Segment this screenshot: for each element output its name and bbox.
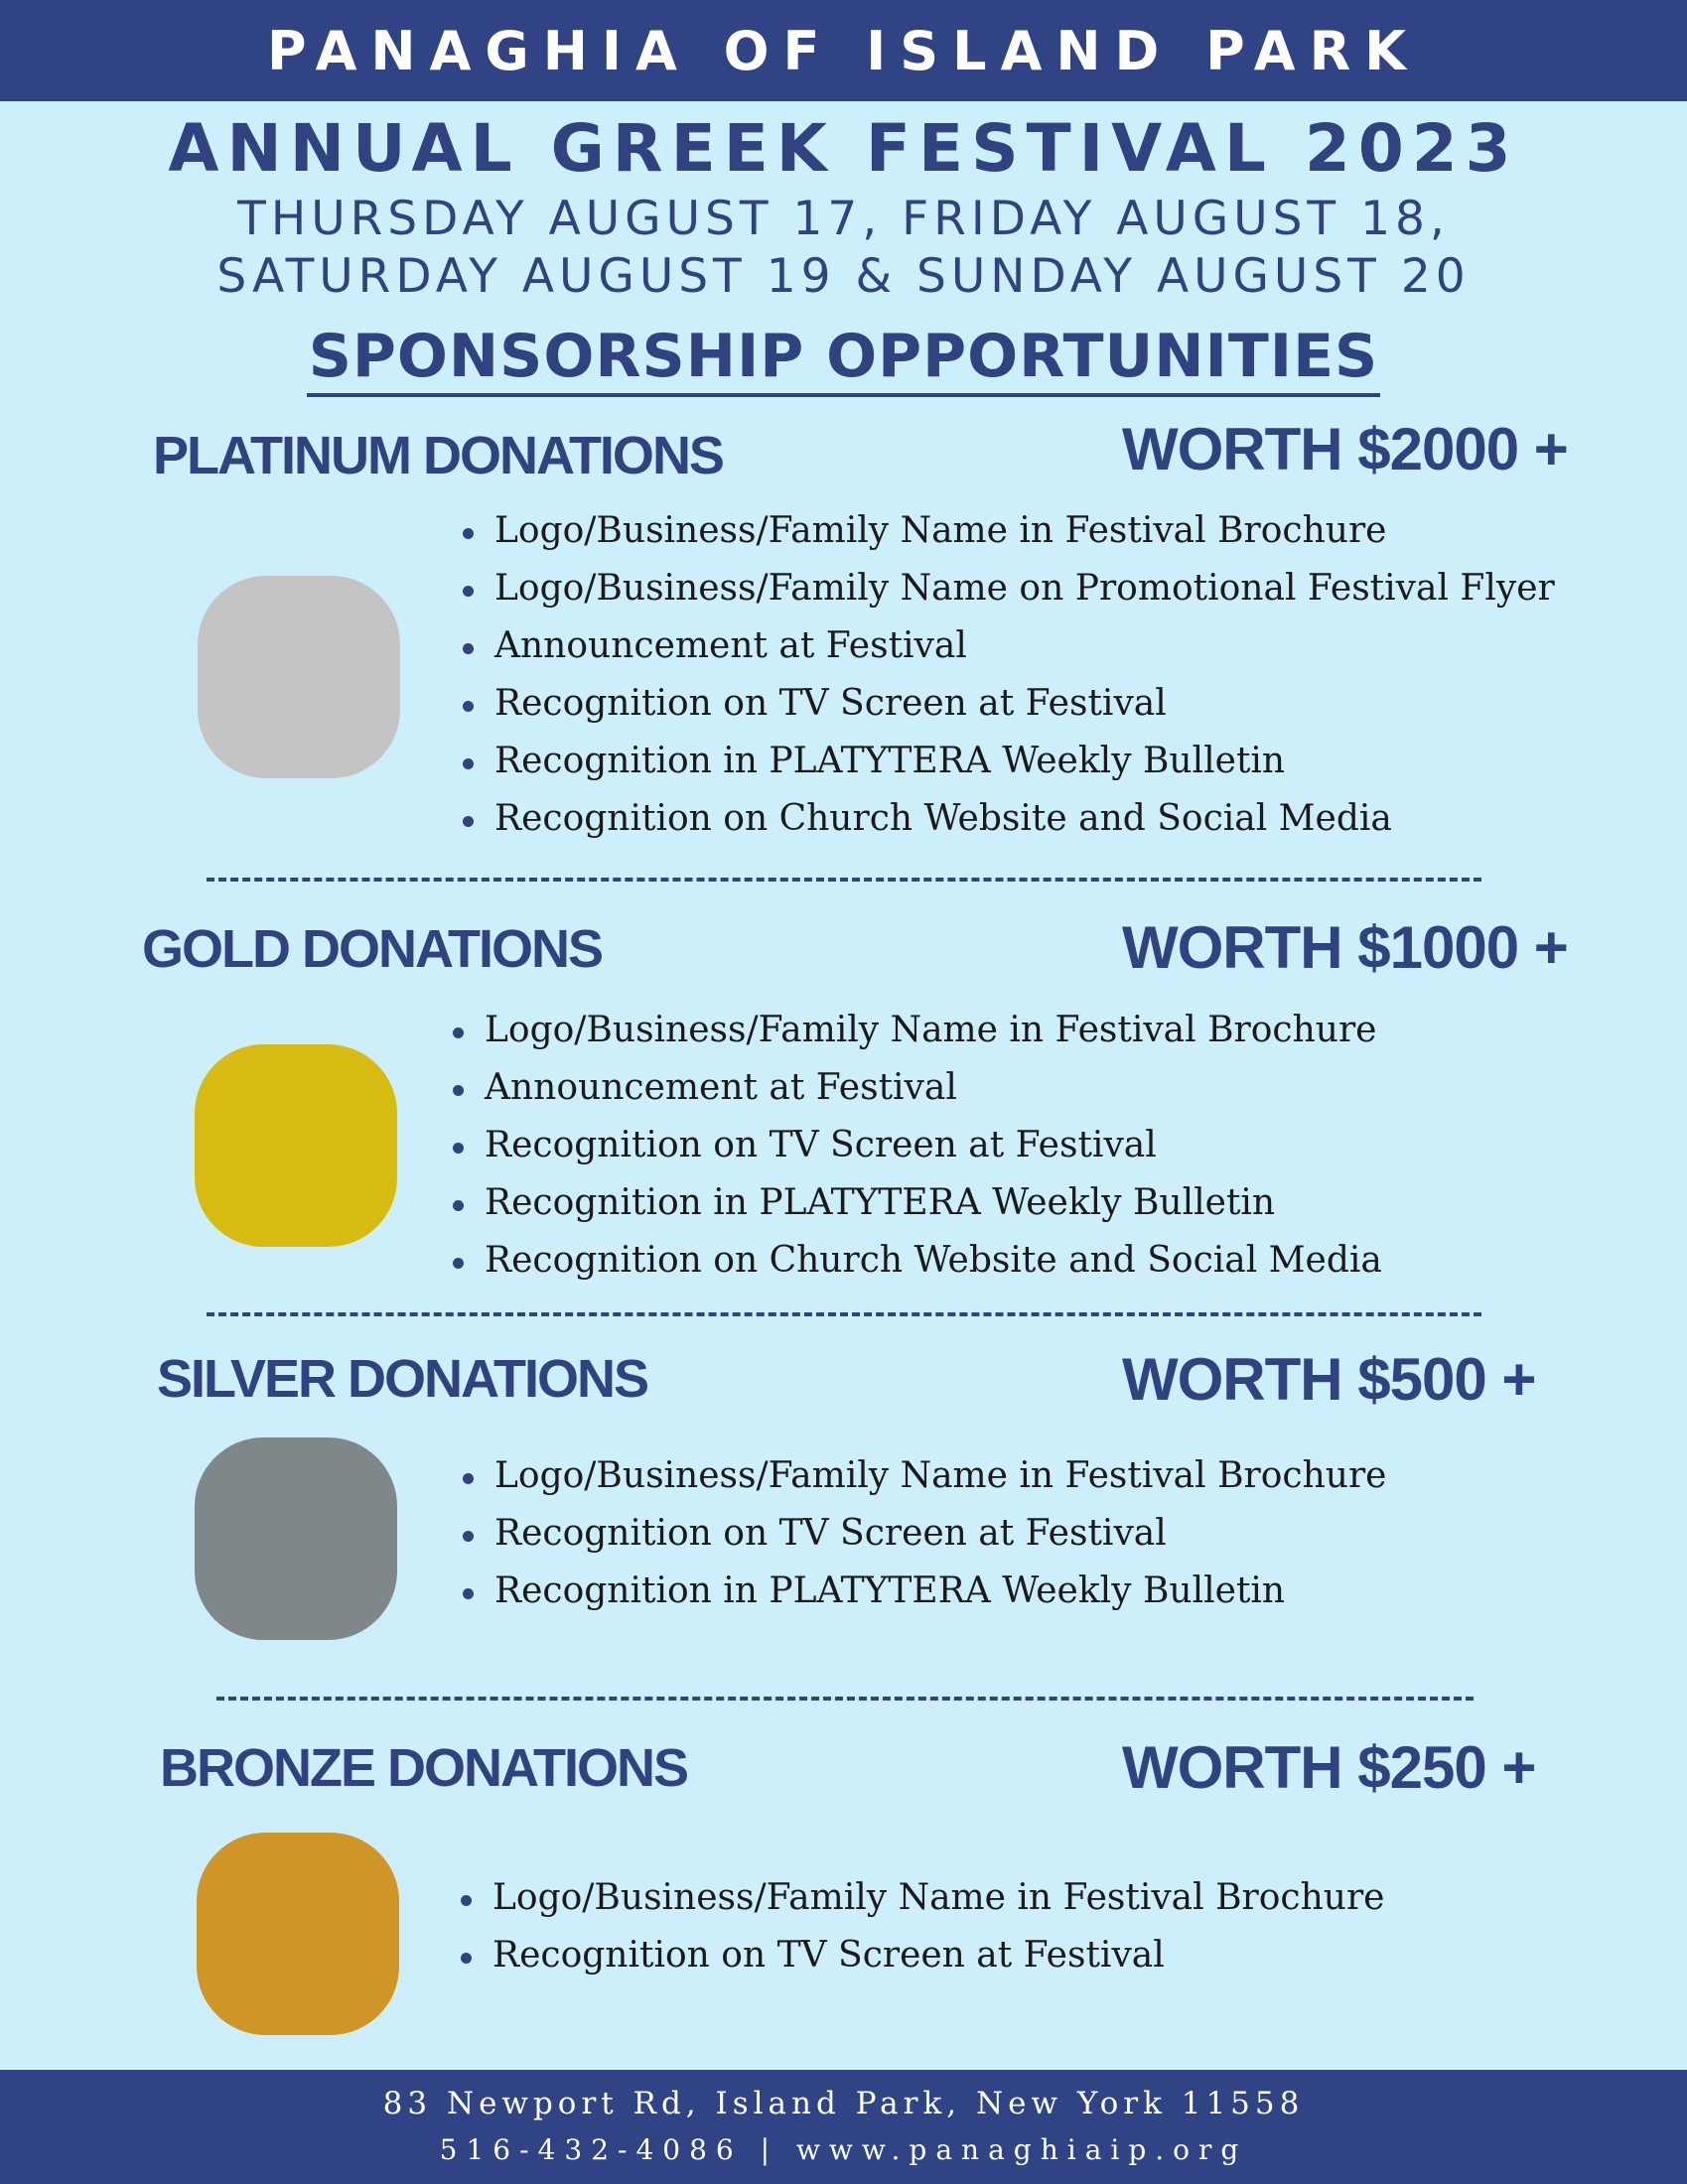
footer — [0, 2070, 1687, 2184]
tier-name: PLATINUM DONATIONS — [153, 426, 723, 485]
footer-address: 83 Newport Rd, Island Park, New York 11558 — [382, 2086, 1305, 2121]
benefits-list — [459, 502, 1555, 848]
tier-name: SILVER DONATIONS — [157, 1349, 648, 1409]
list-item: Recognition on TV Screen at Festival — [457, 1927, 1384, 1984]
dashed-divider — [207, 878, 1481, 882]
dashed-divider — [216, 1697, 1474, 1701]
silver-color-swatch — [195, 1437, 397, 1640]
list-item: Logo/Business/Family Name in Festival Brochure — [459, 502, 1555, 560]
tier-name: BRONZE DONATIONS — [160, 1738, 687, 1798]
list-item: Announcement at Festival — [449, 1059, 1382, 1117]
tier-name: GOLD DONATIONS — [142, 919, 602, 979]
platinum-color-swatch — [198, 576, 400, 778]
gold-color-swatch — [195, 1044, 397, 1247]
festival-header — [0, 107, 1687, 397]
tier-worth: WORTH $1000 + — [1122, 914, 1568, 981]
list-item: Recognition in PLATYTERA Weekly Bulletin — [459, 1563, 1386, 1620]
tier-worth: WORTH $250 + — [1122, 1734, 1536, 1801]
list-item: Recognition on TV Screen at Festival — [459, 675, 1555, 733]
bronze-color-swatch — [197, 1833, 399, 2035]
dashed-divider — [207, 1312, 1481, 1316]
list-item: Announcement at Festival — [459, 617, 1555, 675]
list-item: Recognition in PLATYTERA Weekly Bulletin — [449, 1174, 1382, 1232]
list-item: Recognition on Church Website and Social Media — [459, 790, 1555, 848]
festival-title: ANNUAL GREEK FESTIVAL 2023 — [168, 110, 1519, 187]
list-item: Recognition in PLATYTERA Weekly Bulletin — [459, 733, 1555, 790]
list-item: Recognition on TV Screen at Festival — [449, 1117, 1382, 1174]
top-banner — [0, 0, 1687, 101]
list-item: Recognition on TV Screen at Festival — [459, 1505, 1386, 1563]
benefits-list — [449, 1002, 1382, 1290]
benefits-list — [457, 1869, 1384, 1984]
festival-dates-line2: SATURDAY AUGUST 19 & SUNDAY AUGUST 20 — [216, 249, 1471, 304]
festival-dates-line1: THURSDAY AUGUST 17, FRIDAY AUGUST 18, — [237, 192, 1450, 246]
benefits-list — [459, 1447, 1386, 1620]
tier-worth: WORTH $2000 + — [1122, 416, 1568, 482]
footer-contact: 516-432-4086 | www.panaghiaip.org — [439, 2133, 1248, 2166]
list-item: Logo/Business/Family Name in Festival Brochure — [459, 1447, 1386, 1505]
org-name: PANAGHIA OF ISLAND PARK — [266, 19, 1421, 82]
sponsorship-title: SPONSORSHIP OPPORTUNITIES — [307, 322, 1381, 397]
list-item: Recognition on Church Website and Social Media — [449, 1232, 1382, 1290]
tier-worth: WORTH $500 + — [1122, 1346, 1536, 1413]
list-item: Logo/Business/Family Name in Festival Brochure — [457, 1869, 1384, 1927]
list-item: Logo/Business/Family Name on Promotional Festival Flyer — [459, 560, 1555, 617]
list-item: Logo/Business/Family Name in Festival Brochure — [449, 1002, 1382, 1059]
